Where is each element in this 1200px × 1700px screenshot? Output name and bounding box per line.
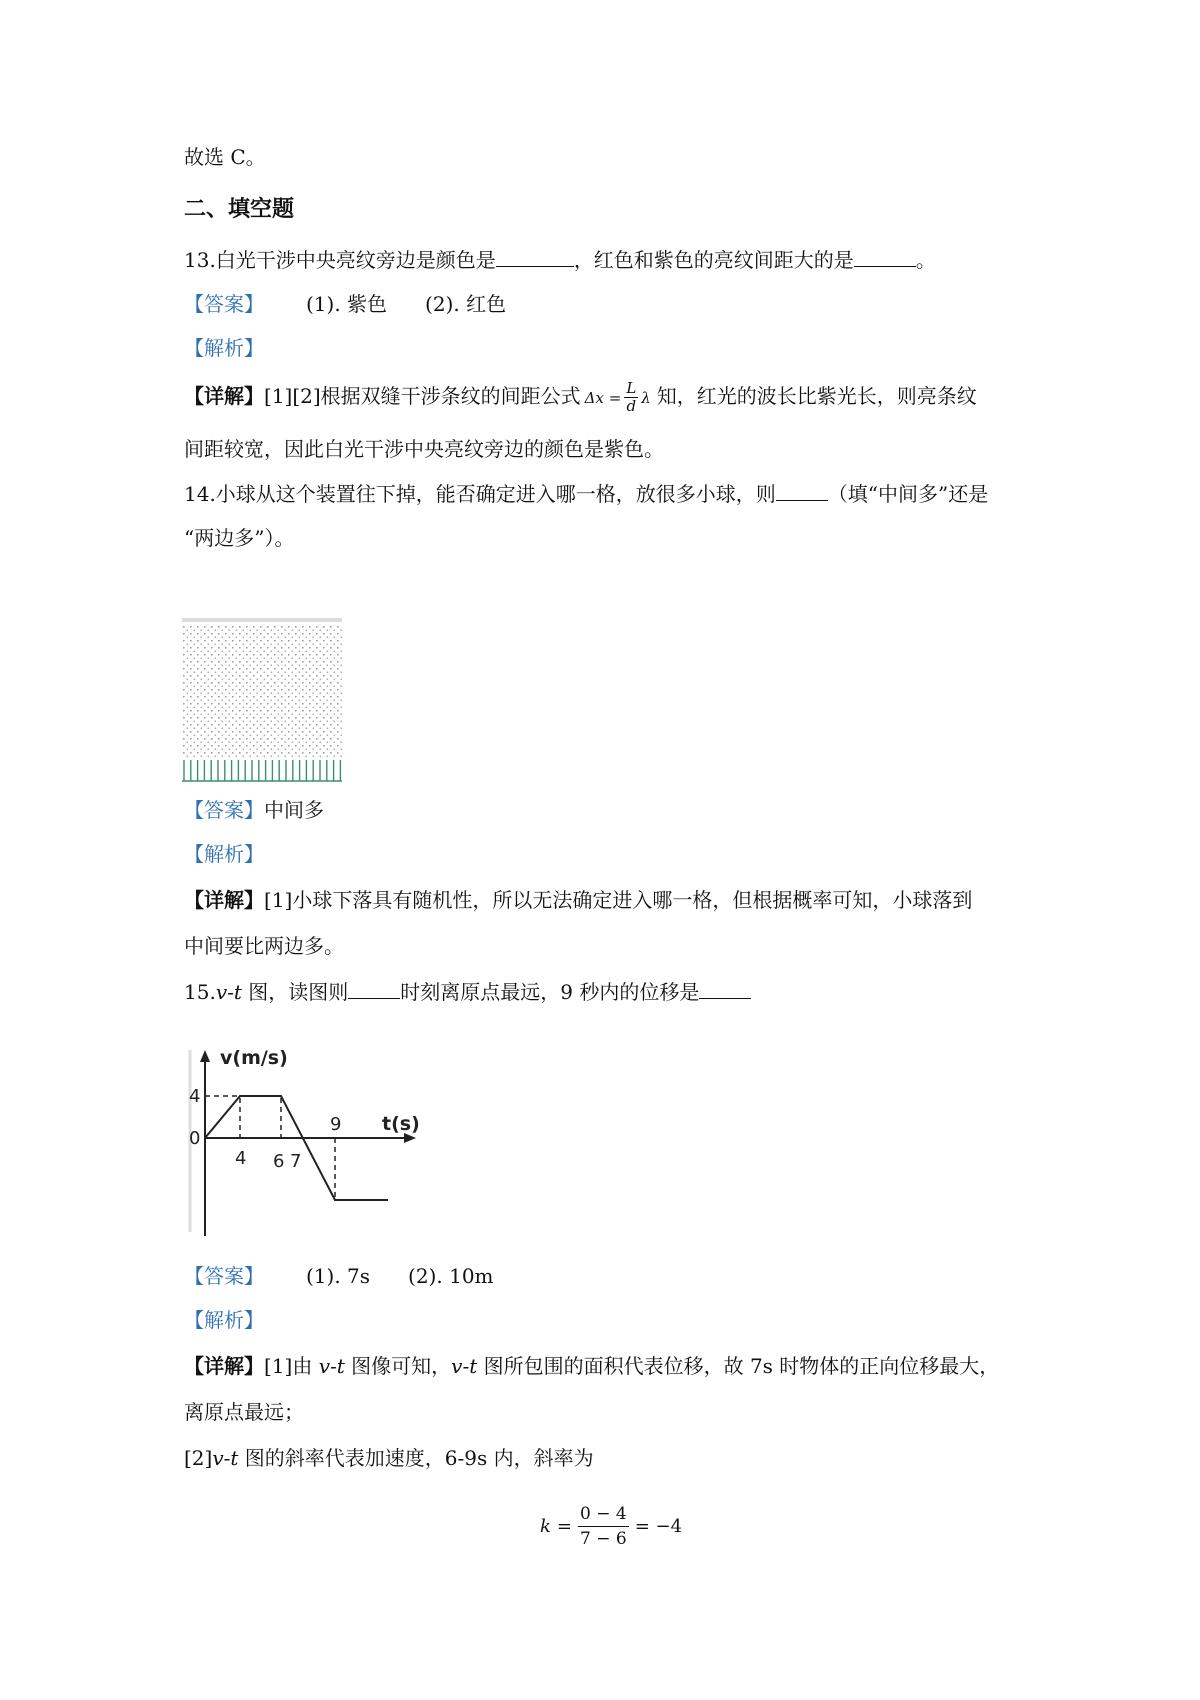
answer-13 — [184, 290, 506, 318]
y-axis-label: v(m/s) — [220, 1047, 288, 1069]
answer-13-part2: (2). 红色 — [425, 292, 507, 316]
formula-delta-x: Δx = — [584, 389, 622, 407]
peg-field — [182, 624, 342, 758]
funnel-top — [182, 618, 342, 622]
detail-14-line1 — [184, 886, 972, 914]
answer-14-part1: 中间多 — [264, 798, 324, 822]
answer-15 — [184, 1262, 494, 1290]
detail-15-line2: 离原点最远； — [184, 1400, 304, 1424]
q14-text-b: （填“中间多”还是 — [827, 482, 989, 506]
detail-14-line2: 中间要比两边多。 — [184, 934, 344, 958]
answer-tag: 【答案】 — [184, 798, 264, 822]
slope-formula — [540, 1502, 682, 1551]
q14-text-a: 14.小球从这个装置往下掉，能否确定进入哪一格，放很多小球，则 — [184, 482, 776, 506]
x-tick-7: 7 — [290, 1151, 302, 1172]
q15-text-b: 图，读图则 — [241, 980, 349, 1004]
x-tick-9: 9 — [330, 1114, 342, 1135]
slope-denominator: 7 − 6 — [580, 1529, 627, 1549]
answer-tag: 【答案】 — [184, 292, 264, 316]
detail-15-line1 — [184, 1352, 999, 1380]
detail-13-line1 — [184, 380, 977, 415]
x-axis-label: t(s) — [382, 1113, 420, 1135]
formula-result: = −4 — [634, 1516, 683, 1537]
galton-board-figure — [182, 618, 344, 789]
detail-tag: 【详解】 — [184, 888, 264, 912]
detail-15-text-f: 图的斜率代表加速度，6-9s 内，斜率为 — [238, 1446, 594, 1470]
blank-line — [776, 480, 828, 501]
detail-15-vt: v-t — [451, 1354, 478, 1378]
velocity-curve — [205, 1096, 388, 1200]
q15-text-a: 15. — [184, 980, 216, 1004]
formula-k: k — [540, 1516, 551, 1537]
blank-line — [699, 978, 751, 999]
blank-line — [348, 978, 400, 999]
vt-graph-svg — [180, 1040, 440, 1240]
detail-15-text-a: [1]由 — [264, 1354, 319, 1378]
detail-15-text-e: [2] — [184, 1446, 213, 1470]
answer-tag: 【答案】 — [184, 1264, 264, 1288]
detail-13-text-b: 知，红光的波长比紫光长，则亮条纹 — [656, 384, 977, 408]
formula-fraction — [624, 380, 638, 415]
q15-text-c: 时刻离原点最远，9 秒内的位移是 — [400, 980, 700, 1004]
text-conclusion: 故选 C。 — [184, 145, 266, 169]
question-14-line1 — [184, 480, 988, 508]
x-tick-6: 6 — [273, 1151, 285, 1172]
collection-bins — [184, 760, 340, 781]
y-tick-label: 4 — [189, 1086, 201, 1107]
q13-text-a: 13.白光干涉中央亮纹旁边是颜色是 — [184, 248, 496, 272]
x-tick-4: 4 — [235, 1148, 247, 1169]
slope-numerator: 0 − 4 — [578, 1502, 629, 1527]
detail-15-vt: v-t — [318, 1354, 345, 1378]
detail-15-text-b: 图像可知， — [344, 1354, 452, 1378]
formula-denominator: d — [626, 397, 637, 415]
detail-15-vt: v-t — [212, 1446, 239, 1470]
galton-board-svg — [182, 618, 344, 784]
y-axis-arrow — [200, 1050, 210, 1062]
slope-fraction — [578, 1502, 629, 1551]
answer-15-part2: (2). 10m — [408, 1264, 494, 1288]
answer-14 — [184, 796, 324, 824]
detail-14-text-a: [1]小球下落具有随机性，所以无法确定进入哪一格，但根据概率可知，小球落到 — [264, 888, 973, 912]
detail-13-line2: 间距较宽，因此白光干涉中央亮纹旁边的颜色是紫色。 — [184, 437, 664, 461]
formula-lambda: λ — [641, 389, 651, 407]
analysis-tag: 【解析】 — [184, 336, 264, 360]
blank-line — [854, 246, 916, 267]
answer-13-part1: (1). 紫色 — [306, 292, 388, 316]
formula-numerator: L — [626, 379, 637, 397]
q13-text-c: 。 — [915, 248, 936, 272]
question-13 — [184, 246, 936, 274]
blank-line — [496, 246, 574, 267]
analysis-tag: 【解析】 — [184, 1308, 264, 1332]
detail-15-text-c: 图所包围的面积代表位移，故 7s 时物体的正向位移最大， — [477, 1354, 1000, 1378]
vt-graph-figure — [180, 1040, 440, 1245]
formula-equals: = — [556, 1516, 573, 1537]
detail-tag: 【详解】 — [184, 384, 264, 408]
detail-15-line3 — [184, 1444, 594, 1472]
detail-13-text-a: [1][2]根据双缝干涉条纹的间距公式 — [264, 384, 581, 408]
answer-15-part1: (1). 7s — [306, 1264, 371, 1288]
detail-tag: 【详解】 — [184, 1354, 264, 1378]
section-title: 二、填空题 — [184, 197, 295, 222]
q13-text-b: ，红色和紫色的亮纹间距大的是 — [573, 248, 854, 272]
question-14-line2: “两边多”）。 — [184, 526, 295, 550]
q15-vt: v-t — [215, 980, 242, 1004]
analysis-tag: 【解析】 — [184, 842, 264, 866]
question-15 — [184, 978, 751, 1006]
origin-label: 0 — [189, 1128, 201, 1149]
